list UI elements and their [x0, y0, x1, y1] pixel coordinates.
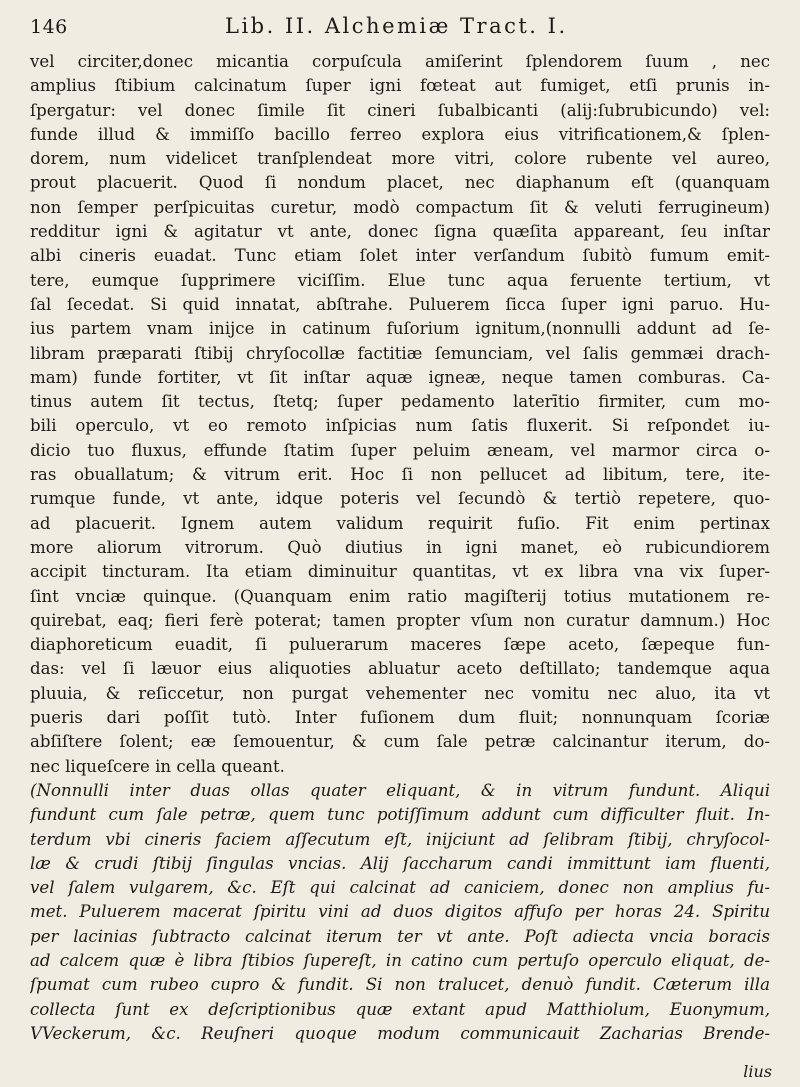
body-text — [30, 50, 770, 1046]
text-line: ius partem vnam inijce in catinum fuſorium ignitum,(nonnulli addunt ad ſe- — [30, 319, 770, 339]
text-line: das: vel ſi læuor eius aliquoties abluatur aceto deſtillato; tandemque aqua — [30, 659, 770, 679]
text-line: more aliorum vitrorum. Quò diutius in igni manet, eò rubicundiorem — [30, 537, 770, 557]
text-line: nec liqueſcere in cella queant. — [30, 756, 285, 776]
text-line: tere, eumque ſupprimere viciſſim. Elue tunc aqua feruente tertium, vt — [30, 270, 770, 290]
text-line: vel circiter,donec micantia corpuſcula amiſerint ſplendorem ſuum , nec — [30, 52, 770, 71]
catchword: lius — [743, 1062, 772, 1081]
text-line: rumque funde, vt ante, idque poteris vel ſecundò & tertiò repetere, quo- — [30, 489, 770, 509]
text-line: pluuia, & reſiccetur, non purgat vehementer nec vomitu nec aluo, ita vt — [30, 683, 770, 703]
text-line: diaphoreticum euadit, ſi puluerarum maceres ſæpe aceto, ſæpeque fun- — [30, 635, 770, 655]
text-line: redditur igni & agitatur vt ante, donec ſigna quæſita appareant, ſeu inſtar — [30, 222, 770, 242]
text-line: (Nonnulli inter duas ollas quater eliquant, & in vitrum fundunt. Aliqui — [30, 780, 770, 800]
text-line: fundunt cum ſale petræ, quem tunc potiſſimum addunt cum difficulter fluit. In- — [30, 805, 770, 825]
text-line: albi cineris euadat. Tunc etiam ſolet inter verſandum ſubitò fumum emit- — [30, 246, 770, 266]
text-line: quirebat, eaq; fieri ferè poterat; tamen propter vſum non curatur damnum.) Hoc — [30, 610, 770, 630]
page-number: 146 — [30, 16, 68, 38]
text-line: libram præparati ſtibij chryſocollæ factitiæ ſemunciam, vel ſalis gemmæi drach- — [30, 343, 770, 363]
text-line: accipit tincturam. Ita etiam diminuitur quantitas, vt ex libra vna vix ſuper- — [30, 562, 770, 582]
text-line: collecta ſunt ex deſcriptionibus quæ extant apud Matthiolum, Euonymum, — [30, 999, 770, 1019]
text-line: læ & crudi ſtibij ſingulas vncias. Alij ſaccharum candi immittunt iam fluenti, — [30, 853, 770, 873]
text-line: ras obuallatum; & vitrum erit. Hoc ſi non pellucet ad libitum, tere, ite- — [30, 465, 770, 485]
text-line: tinus autem ſit tectus, ſtetq; ſuper pedamento laterītio firmiter, cum mo- — [30, 392, 770, 412]
text-line: pueris dari poſſit tutò. Inter fuſionem dum fluit; nonnunquam ſcoriæ — [30, 708, 770, 728]
text-line: dicio tuo fluxus, effunde ſtatim ſuper peluim æneam, vel marmor circa o- — [30, 440, 770, 460]
text-line: ad calcem quæ è libra ſtibios ſupereſt, in catino cum pertuſo operculo eliquat, de- — [30, 950, 770, 970]
text-line: funde illud & immiſſo bacillo ferreo explora eius vitrificationem,& ſplen- — [30, 124, 770, 144]
running-head: Lib. II. Alchemiæ Tract. I. — [225, 14, 568, 38]
text-line: mam) funde fortiter, vt ſit inſtar aquæ igneæ, neque tamen comburas. Ca- — [30, 367, 770, 387]
text-line: ſpumat cum rubeo cupro & fundit. Si non tralucet, denuò fundit. Cæterum illa — [30, 975, 770, 995]
text-line: vel ſalem vulgarem, &c. Eſt qui calcinat ad caniciem, donec non amplius fu- — [30, 878, 770, 898]
text-line: terdum vbi cineris faciem aſſecutum eſt, inijciunt ad ſelibram ſtibij, chryſocol- — [30, 829, 770, 849]
text-line: prout placuerit. Quod ſi nondum placet, nec diaphanum eſt (quanquam — [30, 173, 770, 193]
text-line: abſiſtere ſolent; eæ ſemouentur, & cum ſale petræ calcinantur iterum, do- — [30, 732, 770, 752]
text-line: per lacinias ſubtracto calcinat iterum ter vt ante. Poſt adiecta vncia boracis — [30, 926, 770, 946]
text-line: met. Puluerem macerat ſpiritu vini ad duos digitos affuſo per horas 24. Spiritu — [30, 902, 770, 922]
text-line: non ſemper perſpicuitas curetur, modò compactum ſit & veluti ferrugineum) — [30, 197, 770, 217]
text-line: amplius ſtibium calcinatum ſuper igni fœteat aut fumiget, etſi prunis in- — [30, 76, 770, 96]
text-line: ſal ſecedat. Si quid innatat, abſtrahe. Puluerem ſicca ſuper igni paruo. Hu- — [30, 294, 770, 314]
text-line: ſint vnciæ quinque. (Quanquam enim ratio magiſterij totius mutationem re- — [30, 586, 770, 606]
text-line: bili operculo, vt eo remoto inſpicias num ſatis fluxerit. Si reſpondet iu- — [30, 416, 770, 436]
text-line: ſpergatur: vel donec ſimile ſit cineri ſubalbicanti (alij:ſubrubicundo) vel: — [30, 100, 770, 120]
page-header — [30, 14, 770, 50]
text-line: ad placuerit. Ignem autem validum requirit fuſio. Fit enim pertinax — [30, 513, 770, 533]
text-line: VVeckerum, &c. Reuſneri quoque modum communicauit Zacharias Brende- — [30, 1023, 770, 1043]
text-line: dorem, num videlicet tranſplendeat more vitri, colore rubente vel aureo, — [30, 149, 770, 169]
